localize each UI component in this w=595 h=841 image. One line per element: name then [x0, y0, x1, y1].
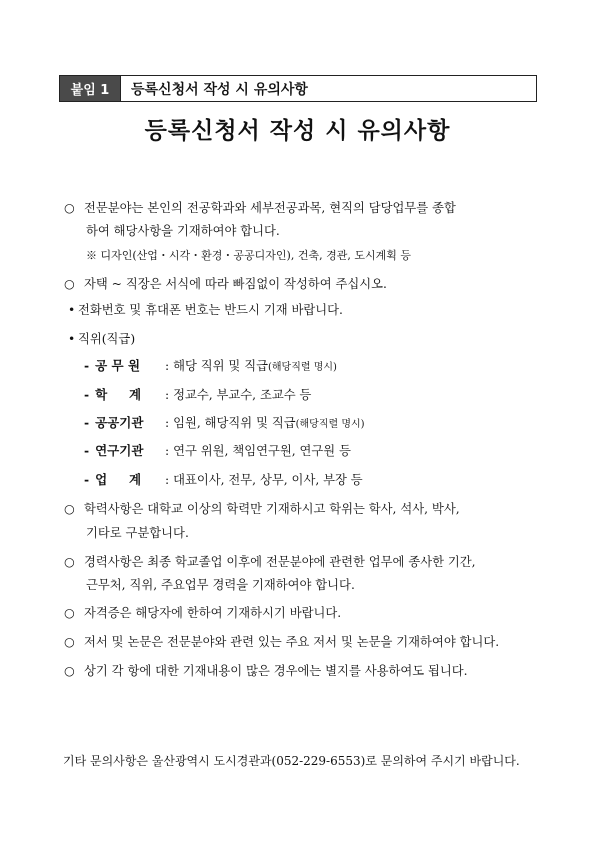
- attachment-header-title: 등록신청서 작성 시 유의사항: [131, 81, 308, 98]
- instruction-item-education: ○ 학력사항은 대학교 이상의 학력만 기재하시고 학위는 학사, 석사, 박사,: [64, 502, 460, 516]
- attachment-header: [59, 75, 537, 102]
- role-label: 업 계: [95, 472, 142, 487]
- instruction-item-career: ○ 경력사항은 최종 학교졸업 이후에 전문분야에 관련한 업무에 종사한 기간,: [64, 555, 476, 569]
- role-row: - 업 계 : 대표이사, 전무, 상무, 이사, 부장 등: [84, 472, 363, 487]
- instruction-item-education-cont: 기타로 구분합니다.: [86, 526, 189, 540]
- instruction-item-position: • 직위(직급): [68, 332, 136, 346]
- role-label: 공공기관: [95, 415, 144, 430]
- circle-bullet-icon: ○: [64, 502, 75, 516]
- role-row: - 공 무 원 : 해당 직위 및 직급(해당직렬 명시): [84, 358, 337, 373]
- circle-bullet-icon: ○: [64, 635, 75, 649]
- role-row: - 연구기관 : 연구 위원, 책임연구원, 연구원 등: [84, 443, 351, 458]
- role-label: 공 무 원: [95, 358, 141, 373]
- dot-bullet-icon: •: [68, 303, 76, 317]
- circle-bullet-icon: ○: [64, 664, 75, 678]
- circle-bullet-icon: ○: [64, 606, 75, 620]
- circle-bullet-icon: ○: [64, 277, 75, 291]
- instruction-item-field: ○ 전문분야는 본인의 전공학과와 세부전공과목, 현직의 담당업무를 종합: [64, 201, 456, 215]
- instruction-item-career-cont: 근무처, 직위, 주요업무 경력을 기재하여야 합니다.: [86, 578, 355, 592]
- page-title: 등록신청서 작성 시 유의사항: [144, 118, 451, 144]
- instruction-item-extra-sheet: ○ 상기 각 항에 대한 기재내용이 많은 경우에는 별지를 사용하여도 됩니다.: [64, 664, 468, 678]
- dot-bullet-icon: •: [68, 332, 76, 346]
- role-label: 학 계: [95, 387, 142, 402]
- role-label: 연구기관: [95, 443, 144, 458]
- instruction-note: ※ 디자인(산업・시각・환경・공공디자인), 건축, 경관, 도시계획 등: [86, 249, 411, 262]
- attachment-tag: 붙임 1: [60, 76, 121, 101]
- instruction-item-address: ○ 자택 ~ 직장은 서식에 따라 빠짐없이 작성하여 주십시오.: [64, 277, 387, 291]
- role-row: - 공공기관 : 임원, 해당직위 및 직급(해당직렬 명시): [84, 415, 365, 430]
- circle-bullet-icon: ○: [64, 201, 75, 215]
- role-row: - 학 계 : 정교수, 부교수, 조교수 등: [84, 387, 312, 402]
- contact-footer: 기타 문의사항은 울산광역시 도시경관과(052-229-6553)로 문의하여 주시기 바랍니다.: [63, 754, 520, 768]
- circle-bullet-icon: ○: [64, 555, 75, 569]
- instruction-item-license: ○ 자격증은 해당자에 한하여 기재하시기 바랍니다.: [64, 606, 342, 620]
- instruction-item-phone: • 전화번호 및 휴대폰 번호는 반드시 기재 바랍니다.: [68, 303, 343, 317]
- instruction-item-publications: ○ 저서 및 논문은 전문분야와 관련 있는 주요 저서 및 논문을 기재하여야 합니다.: [64, 635, 500, 649]
- instruction-item-field-cont: 하여 해당사항을 기재하여야 합니다.: [86, 224, 280, 238]
